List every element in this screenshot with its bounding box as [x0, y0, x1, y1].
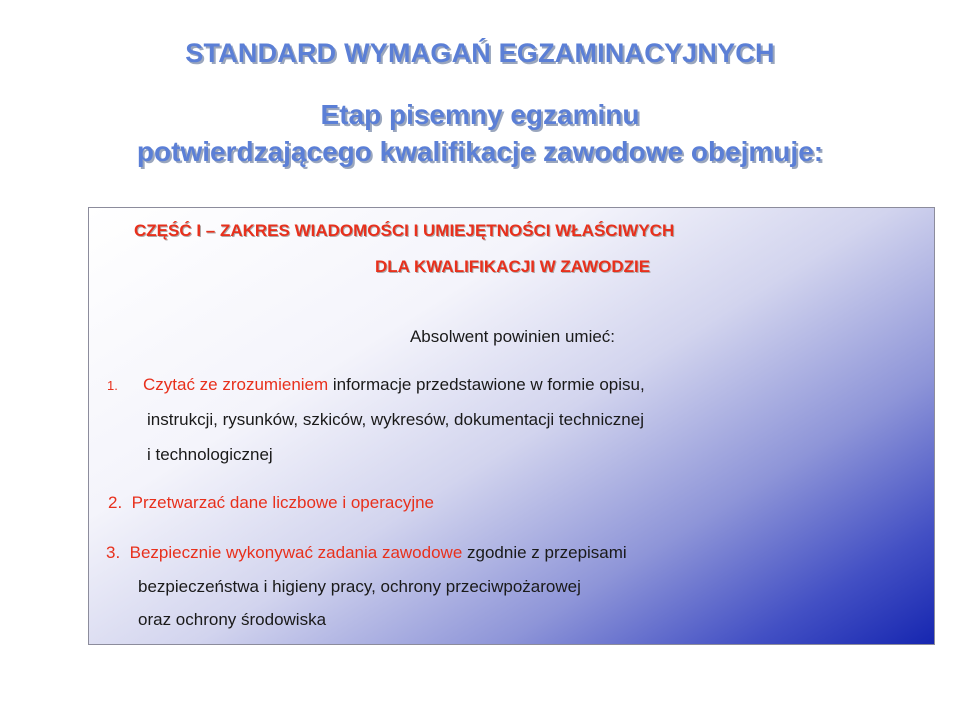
- list-item-1-continuation: i technologicznej: [147, 445, 273, 464]
- list-item-text: informacje przedstawione w formie opisu,: [328, 375, 645, 394]
- list-item-3-continuation: bezpieczeństwa i higieny pracy, ochrony przeciwpożarowej: [138, 577, 581, 596]
- list-item-highlight: Bezpiecznie wykonywać zadania zawodowe: [129, 543, 463, 562]
- intro-text: Absolwent powinien umieć:: [409, 327, 616, 346]
- section-heading-line-1: CZĘŚĆ I – ZAKRES WIADOMOŚCI I UMIEJĘTNOŚCI WŁAŚCIWYCH: [134, 221, 675, 240]
- content-panel: [88, 207, 935, 645]
- list-item-3: [106, 543, 627, 563]
- list-item-number: 1.: [107, 378, 118, 393]
- list-item-3-continuation: oraz ochrony środowiska: [138, 610, 327, 629]
- list-item-1-continuation: instrukcji, rysunków, szkiców, wykresów, dokumentacji technicznej: [147, 410, 644, 429]
- list-item-1: [107, 375, 645, 395]
- list-item-highlight: Przetwarzać dane liczbowe i operacyjne: [131, 493, 435, 512]
- page-title: STANDARD WYMAGAŃ EGZAMINACYJNYCH: [185, 38, 775, 68]
- list-item-number: 3.: [106, 543, 121, 562]
- page-subtitle-line-1: Etap pisemny egzaminu: [320, 99, 640, 130]
- section-heading-line-2: DLA KWALIFIKACJI W ZAWODZIE: [375, 257, 651, 276]
- list-item-2: [108, 493, 434, 513]
- page-subtitle-line-2: potwierdzającego kwalifikacje zawodowe obejmuje:: [136, 136, 824, 167]
- list-item-highlight: Czytać ze zrozumieniem: [143, 375, 329, 394]
- list-item-text: zgodnie z przepisami: [462, 543, 627, 562]
- list-item-number: 2.: [108, 493, 123, 512]
